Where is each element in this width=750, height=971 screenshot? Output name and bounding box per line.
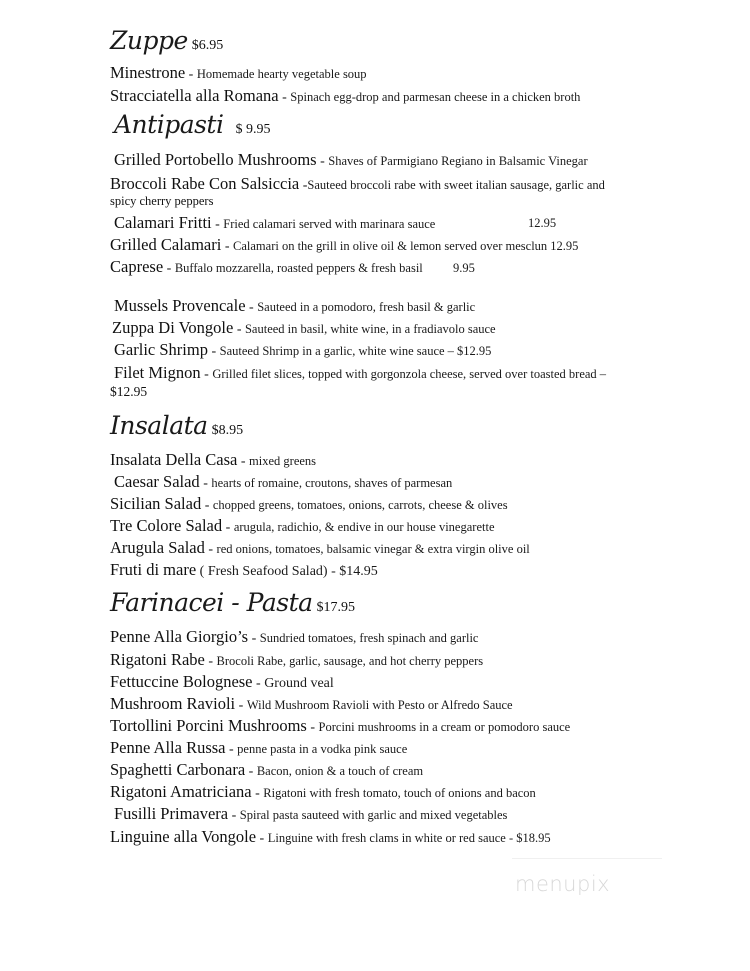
item-separator: - [199, 476, 212, 491]
item-separator: - [252, 676, 265, 691]
item-price-value: 9.95 [453, 261, 475, 275]
item-name: Tre Colore Salad [110, 516, 223, 535]
item-name: Arugula Salad [110, 538, 205, 557]
item-description: Calamari on the grill in olive oil & lemon served over mesclun 12.95 [233, 239, 579, 253]
item-separator: - [235, 698, 247, 713]
item-separator: - [248, 631, 260, 646]
section-title: Antipasti [114, 110, 224, 139]
item-description-continued: spicy cherry peppers [110, 194, 214, 208]
item-description: Sauteed in basil, white wine, in a fradiavolo sauce [244, 322, 496, 336]
menu-item [114, 150, 588, 172]
item-name: Rigatoni Amatriciana [110, 782, 252, 801]
item-description: penne pasta in a vodka pink sauce [237, 742, 408, 756]
item-separator: - [316, 154, 329, 169]
section-heading-pasta [110, 588, 355, 617]
item-name: Fruti di mare [110, 560, 197, 579]
menu-item [114, 340, 491, 362]
item-name: Penne Alla Giorgio’s [110, 627, 249, 646]
item-description: Fried calamari served with marinara sauce [223, 217, 436, 231]
item-separator: - [185, 67, 197, 82]
item-name: Broccoli Rabe Con Salsiccia [110, 174, 300, 193]
item-separator: - [163, 261, 175, 276]
item-separator: - [200, 367, 213, 382]
item-separator: - [245, 764, 257, 779]
item-separator: - [278, 90, 291, 105]
item-description: Shaves of Parmigiano Regiano in Balsamic Vinegar [328, 154, 588, 168]
item-name: Garlic Shrimp [114, 340, 208, 359]
item-price [453, 258, 475, 278]
item-name: Rigatoni Rabe [110, 650, 205, 669]
item-description: Rigatoni with fresh tomato, touch of onions and bacon [263, 786, 536, 800]
item-name: Mushroom Ravioli [110, 694, 236, 713]
menu-item [110, 560, 378, 582]
item-name: Fettuccine Bolognese [110, 672, 253, 691]
item-description: Ground veal [264, 676, 334, 691]
item-description: Sundried tomatoes, fresh spinach and garlic [259, 631, 479, 645]
item-separator: - [233, 322, 245, 337]
watermark-logo: menupix [515, 872, 611, 896]
menu-item [114, 804, 507, 826]
item-separator: - [204, 654, 217, 669]
item-name: Tortollini Porcini Mushrooms [110, 716, 307, 735]
section-heading-insalata [110, 411, 243, 440]
item-separator: - [225, 742, 238, 757]
section-heading-antipasti [114, 110, 270, 139]
item-description: Porcini mushrooms in a cream or pomodoro sauce [318, 720, 571, 734]
item-name: Zuppa Di Vongole [112, 318, 234, 337]
item-description: mixed greens [249, 454, 317, 468]
item-separator: - [237, 454, 250, 469]
menu-item [110, 86, 580, 108]
menu-item [114, 296, 475, 318]
menu-item [110, 760, 423, 782]
section-heading-zuppe [110, 26, 223, 55]
item-separator: - [221, 239, 234, 254]
section-price: $8.95 [211, 423, 244, 438]
item-description: ( Fresh Seafood Salad) - $14.95 [199, 564, 378, 579]
menu-item [110, 257, 423, 279]
section-title: Zuppe [110, 26, 188, 55]
menu-item [110, 494, 508, 516]
item-name: Caesar Salad [114, 472, 200, 491]
menu-item [110, 174, 605, 196]
item-name: Sicilian Salad [110, 494, 202, 513]
item-separator: - [256, 831, 268, 846]
section-price: $6.95 [191, 38, 224, 53]
item-name: Insalata Della Casa [110, 450, 238, 469]
menu-item [114, 363, 606, 385]
item-name: Calamari Fritti [114, 213, 212, 232]
menu-item [110, 782, 536, 804]
item-name: Stracciatella alla Romana [110, 86, 279, 105]
item-separator: - [228, 808, 240, 823]
section-title: Farinacei - Pasta [110, 588, 313, 617]
menu-item [110, 716, 570, 738]
item-description-continued: $12.95 [110, 384, 148, 399]
item-separator: - [306, 720, 319, 735]
item-price-value: 12.95 [528, 216, 557, 230]
section-price: $ 9.95 [235, 122, 271, 137]
item-description: chopped greens, tomatoes, onions, carrots, cheese & olives [212, 498, 508, 512]
item-separator: - [251, 786, 264, 801]
item-name: Fusilli Primavera [114, 804, 229, 823]
section-title: Insalata [110, 411, 208, 440]
item-description: Homemade hearty vegetable soup [196, 67, 367, 81]
menu-item [110, 235, 578, 257]
item-name: Grilled Portobello Mushrooms [114, 150, 317, 169]
item-description: Sauteed Shrimp in a garlic, white wine sauce – $12.95 [219, 344, 492, 358]
item-description: hearts of romaine, croutons, shaves of parmesan [211, 476, 453, 490]
menu-item [110, 63, 367, 85]
item-description: Bacon, onion & a touch of cream [256, 764, 424, 778]
menu-item [110, 738, 407, 760]
item-name: Mussels Provencale [114, 296, 246, 315]
menu-item [110, 694, 513, 716]
item-description: Sauteed broccoli rabe with sweet italian sausage, garlic and [307, 178, 605, 192]
item-separator: - [245, 300, 258, 315]
item-price [528, 213, 556, 233]
menu-item [110, 538, 530, 560]
item-separator: - [299, 178, 308, 193]
item-separator: - [222, 520, 234, 535]
menu-item [110, 650, 483, 672]
item-name: Spaghetti Carbonara [110, 760, 246, 779]
item-separator: - [204, 542, 217, 557]
item-description: red onions, tomatoes, balsamic vinegar & extra virgin olive oil [216, 542, 530, 556]
menu-item [110, 516, 495, 538]
menu-item [114, 213, 435, 235]
item-separator: - [211, 217, 224, 232]
item-description: Buffalo mozzarella, roasted peppers & fresh basil [174, 261, 423, 275]
menu-item [110, 627, 478, 649]
item-name: Grilled Calamari [110, 235, 222, 254]
item-description: Linguine with fresh clams in white or red sauce - $18.95 [267, 831, 551, 845]
item-description: Grilled filet slices, topped with gorgonzola cheese, served over toasted bread – [212, 367, 607, 381]
section-price: $17.95 [316, 600, 356, 615]
menu-item [114, 472, 452, 494]
menu-item [110, 450, 316, 472]
item-name: Caprese [110, 257, 164, 276]
item-description: Brocoli Rabe, garlic, sausage, and hot cherry peppers [216, 654, 484, 668]
item-description: arugula, radichio, & endive in our house vinegarette [233, 520, 495, 534]
item-separator: - [201, 498, 213, 513]
item-name: Minestrone [110, 63, 186, 82]
item-name: Penne Alla Russa [110, 738, 226, 757]
item-description: Sauteed in a pomodoro, fresh basil & garlic [257, 300, 476, 314]
menu-item [110, 672, 334, 694]
item-description: Spinach egg-drop and parmesan cheese in a chicken broth [290, 90, 581, 104]
item-name: Linguine alla Vongole [110, 827, 257, 846]
item-description: Spiral pasta sauteed with garlic and mixed vegetables [239, 808, 508, 822]
item-separator: - [207, 344, 220, 359]
item-name: Filet Mignon [114, 363, 201, 382]
watermark-divider [512, 858, 662, 859]
item-description: Wild Mushroom Ravioli with Pesto or Alfredo Sauce [246, 698, 513, 712]
menu-item [112, 318, 496, 340]
menu-item [110, 827, 551, 849]
